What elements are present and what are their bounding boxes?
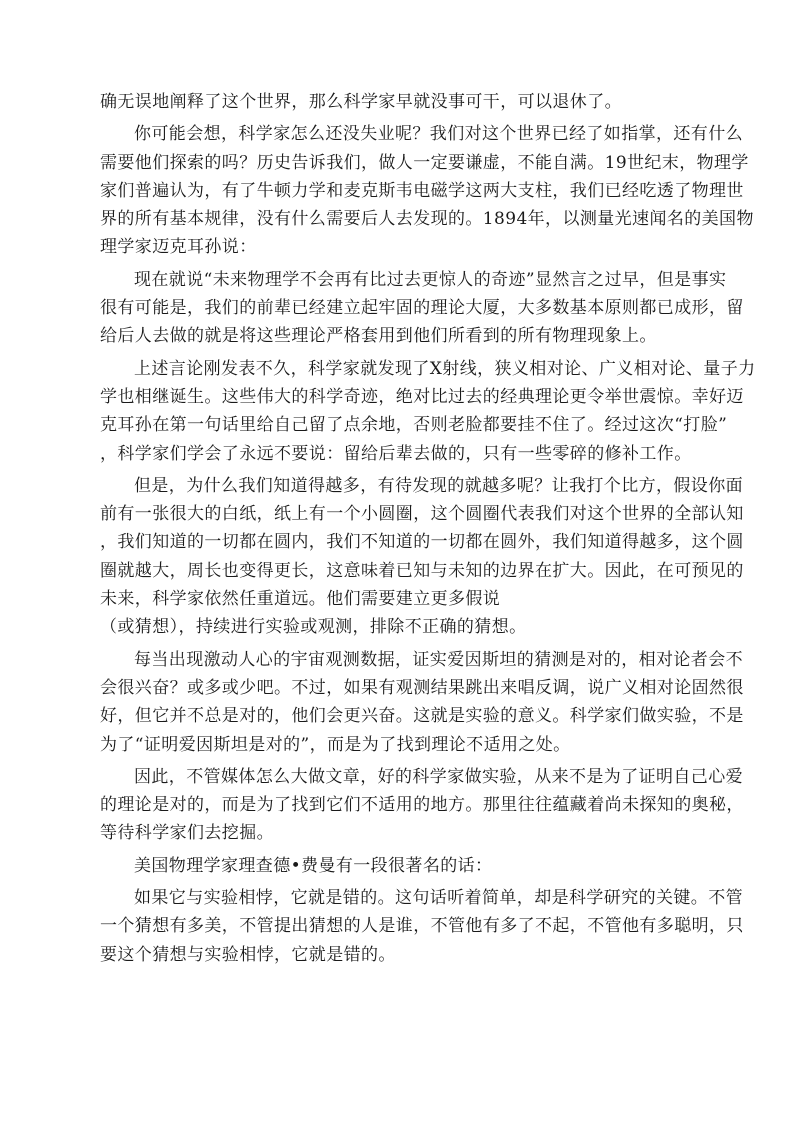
text-line: 家们普遍认为，有了牛顿力学和麦克斯韦电磁学这两大支柱，我们已经吃透了物理世	[100, 180, 744, 201]
text-line: 现在就说“未来物理学不会再有比过去更惊人的奇迹”显然言之过早，但是事实	[134, 269, 727, 290]
paragraph	[100, 763, 744, 848]
text-line: ，我们知道的一切都在圆内，我们不知道的一切都在圆外，我们知道得越多，这个圆	[100, 532, 744, 553]
text-line: 等待科学家们去挖掘。	[100, 823, 274, 844]
text-line: 会很兴奋？或多或少吧。不过，如果有观测结果跳出来唱反调，说广义相对论固然很	[100, 677, 744, 698]
text-line: 学也相继诞生。这些伟大的科学奇迹，绝对比过去的经典理论更令举世震惊。幸好迈	[100, 386, 744, 407]
text-line: 前有一张很大的白纸，纸上有一个小圆圈，这个圆圈代表我们对这个世界的全部认知	[100, 504, 744, 525]
text-line: 未来，科学家依然任重道远。他们需要建立更多假说	[100, 589, 501, 610]
text-line: 每当出现激动人心的宇宙观测数据，证实爱因斯坦的猜测是对的，相对论者会不	[134, 649, 743, 670]
text-line: 理学家迈克耳孙说：	[100, 237, 257, 258]
text-line: 如果它与实验相悖，它就是错的。这句话听着简单，却是科学研究的关键。不管	[134, 888, 743, 909]
text-line: 好，但它并不总是对的，他们会更兴奋。这就是实验的意义。科学家们做实验，不是	[100, 706, 744, 727]
text-line: 上述言论刚发表不久，科学家就发现了X射线，狭义相对论、广义相对论、量子力	[134, 358, 756, 379]
paragraph	[100, 884, 744, 969]
text-line: 要这个猜想与实验相悖，它就是错的。	[100, 944, 396, 965]
text-line: 给后人去做的就是将这些理论严格套用到他们所看到的所有物理现象上。	[100, 326, 657, 347]
text-line: 为了“证明爱因斯坦是对的”，而是为了找到理论不适用之处。	[100, 734, 571, 755]
paragraph	[100, 266, 744, 351]
text-line: 确无误地阐释了这个世界，那么科学家早就没事可干，可以退休了。	[100, 92, 622, 112]
text-line: 一个猜想有多美，不管提出猜想的人是谁，不管他有多了不起，不管他有多聪明，只	[100, 916, 744, 937]
text-line: 很有可能是，我们的前辈已经建立起牢固的理论大厦，大多数基本原则都已成形，留	[100, 298, 744, 319]
text-line: 界的所有基本规律，没有什么需要后人去发现的。1894年，以测量光速闻名的美国物	[100, 209, 754, 230]
paragraph	[100, 646, 744, 759]
paragraph	[100, 88, 692, 116]
text-line: 需要他们探索的吗？历史告诉我们，做人一定要谦虚，不能自满。19世纪末，物理学	[100, 152, 749, 173]
text-line: 圈就越大，周长也变得更长，这意味着已知与未知的边界在扩大。因此，在可预见的	[100, 560, 744, 581]
paragraph	[100, 472, 744, 642]
paragraph	[100, 852, 692, 880]
text-line: 你可能会想，科学家怎么还没失业呢？我们对这个世界已经了如指掌，还有什么	[134, 124, 743, 145]
text-line: 因此，不管媒体怎么大做文章，好的科学家做实验，从来不是为了证明自己心爱	[134, 766, 743, 787]
paragraph	[100, 355, 756, 468]
text-line: 克耳孙在第一句话里给自己留了点余地，否则老脸都要挂不住了。经过这次“打脸”	[100, 415, 728, 436]
paragraph	[100, 120, 754, 261]
text-line: （或猜想），持续进行实验或观测，排除不正确的猜想。	[100, 617, 527, 638]
text-line: 美国物理学家理查德•费曼有一段很著名的话：	[134, 855, 493, 876]
text-line: 的理论是对的，而是为了找到它们不适用的地方。那里往往蕴藏着尚未探知的奥秘，	[100, 795, 744, 816]
text-line: 但是，为什么我们知道得越多，有待发现的就越多呢？让我打个比方，假设你面	[134, 475, 743, 496]
article-body	[100, 88, 756, 969]
text-line: ，科学家们学会了永远不要说：留给后辈去做的，只有一些零碎的修补工作。	[100, 443, 692, 464]
